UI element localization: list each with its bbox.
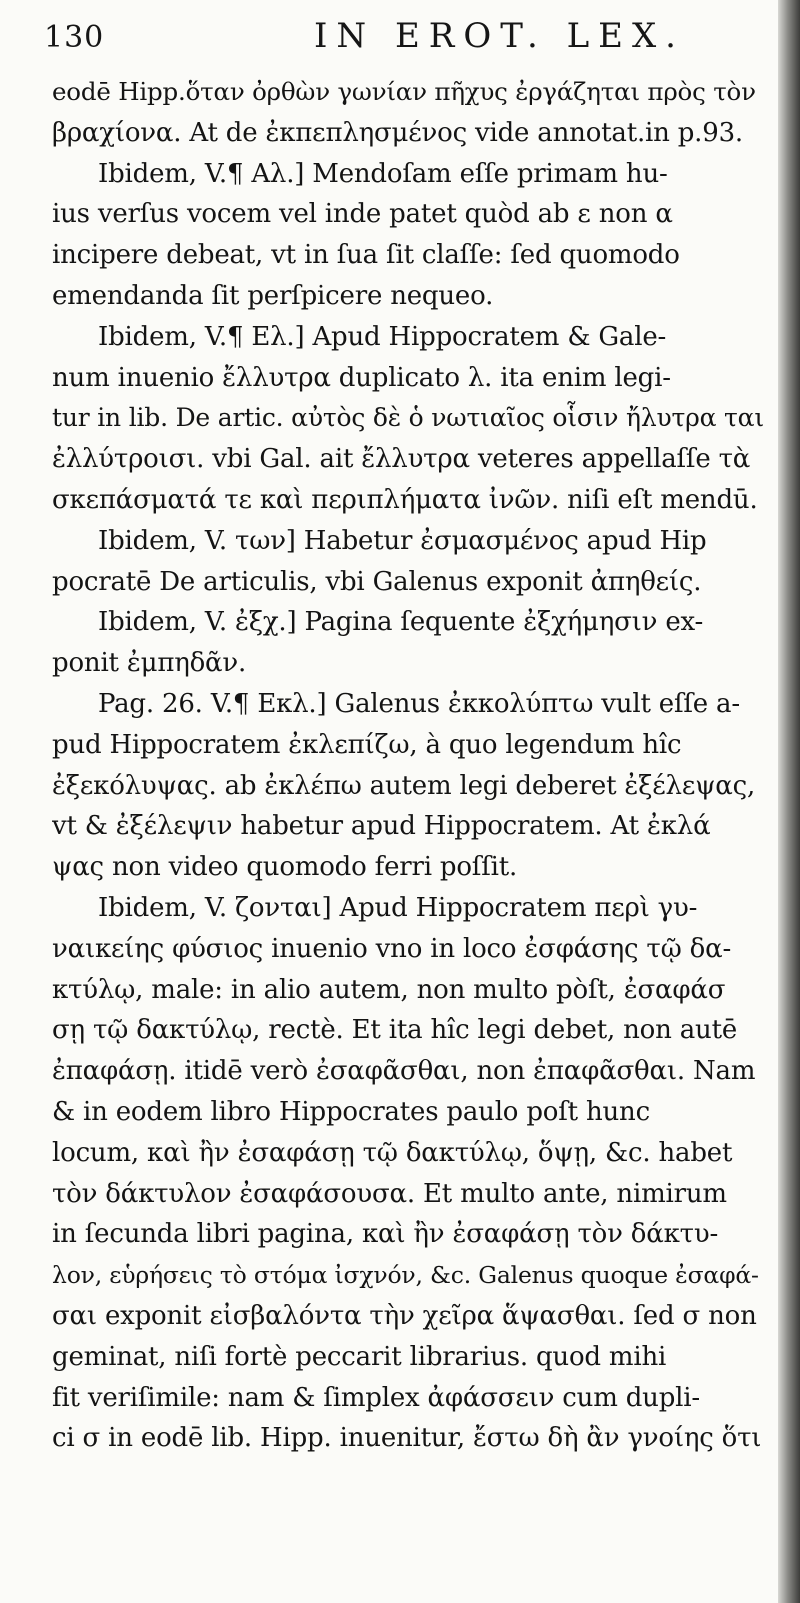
- running-head: IN EROT. LEX.: [314, 16, 685, 56]
- text-line: βραχίονα. At de ἐκπεπλησμένος vide annotat.in p.93.: [52, 117, 743, 148]
- text-line: num inuenio ἔλλυτρα duplicato λ. ita enim legi-: [52, 362, 671, 393]
- text-line: fit veriſimile: nam & ſimplex ἀφάσσειν cum dupli-: [52, 1382, 700, 1413]
- text-line: ponit ἐμπηδᾶν.: [52, 648, 247, 679]
- text-line: Ibidem, V. των] Habetur ἐσμασμένος apud Hip: [98, 525, 707, 556]
- text-line: tur in lib. De artic. αὐτὸς δὲ ὁ νωτιαῖος οἷσιν ἤλυτρα ται: [52, 403, 764, 433]
- text-line: σκεπάσματά τε καὶ περιπλήματα ἰνῶν. niſi eſt mendū.: [52, 484, 758, 515]
- text-line: σαι exponit εἰσβαλόντα τὴν χεῖρα ἅψασθαι. ſed σ non: [52, 1300, 757, 1331]
- text-body: [52, 72, 764, 1459]
- text-line: locum, καὶ ἢν ἐσαφάσῃ τῷ δακτύλῳ, ὅψῃ, &c. habet: [52, 1137, 733, 1168]
- text-line: ci σ in eodē lib. Hipp. inuenitur, ἔστω δὴ ἂν γνοίης ὅτι: [52, 1423, 762, 1454]
- text-line: τὸν δάκτυλον ἐσαφάσουσα. Et multo ante, nimirum: [52, 1178, 727, 1209]
- text-line: ἐλλύτροισι. vbi Gal. ait ἔλλυτρα veteres appellaſſe τὰ: [52, 444, 751, 475]
- text-line: & in eodem libro Hippocrates paulo poſt hunc: [52, 1096, 650, 1127]
- text-line: ναικείης φύσιος inuenio vno in loco ἐσφάσης τῷ δα-: [52, 933, 732, 964]
- text-line: ψας non video quomodo ferri poſſit.: [52, 852, 518, 883]
- text-line: ἐξεκόλυψας. ab ἐκλέπω autem legi deberet ἐξέλεψας,: [52, 770, 756, 801]
- text-line: eodē Hipp.ὅταν ὀρθὼν γωνίαν πῆχυς ἐργάζηται πρὸς τὸν: [52, 77, 756, 106]
- text-line: λον, εὑρήσεις τὸ στόμα ἰσχνόν, &c. Galenus quoque ἐσαφά-: [52, 1261, 759, 1290]
- text-line: pud Hippocratem ἐκλεπίζω, à quo legendum hîc: [52, 729, 682, 760]
- page-header: [44, 16, 744, 60]
- page-number: 130: [44, 20, 105, 55]
- binding-edge: [778, 0, 800, 1603]
- text-line: Ibidem, V.¶ Αλ.] Mendoſam eſſe primam hu-: [98, 158, 668, 189]
- text-line: ἐπαφάσῃ. itidē verò ἐσαφᾶσθαι, non ἐπαφᾶσθαι. Nam: [52, 1056, 756, 1087]
- text-line: pocratē De articulis, vbi Galenus exponit ἀπηθείς.: [52, 566, 702, 597]
- text-line: geminat, niſi fortè peccarit librarius. quod mihi: [52, 1341, 667, 1372]
- text-line: Ibidem, V.¶ Ελ.] Apud Hippocratem & Gale-: [98, 321, 667, 352]
- text-line: κτύλῳ, male: in alio autem, non multo pòſt, ἐσαφάσ: [52, 974, 726, 1005]
- text-line: emendanda ſit perſpicere nequeo.: [52, 280, 494, 311]
- text-line: incipere debeat, vt in ſua ſit claſſe: ſed quomodo: [52, 240, 680, 271]
- text-line: σῃ τῷ δακτύλῳ, rectè. Et ita hîc legi debet, non autē: [52, 1015, 738, 1046]
- text-line: Ibidem, V. ζονται] Apud Hippocratem περὶ γυ-: [98, 892, 698, 923]
- text-line: vt & ἐξέλεψιν habetur apud Hippocratem. At ἐκλά: [52, 811, 711, 842]
- text-line: Ibidem, V. ἐξχ.] Pagina ſequente ἐξχήμησιν ex-: [98, 607, 704, 638]
- text-line: in ſecunda libri pagina, καὶ ἢν ἐσαφάσῃ τὸν δάκτυ-: [52, 1219, 719, 1250]
- text-line: Pag. 26. V.¶ Εκλ.] Galenus ἐκκολύπτω vult eſſe a-: [98, 688, 740, 719]
- text-line: ius verſus vocem vel inde patet quòd ab ε non α: [52, 199, 673, 230]
